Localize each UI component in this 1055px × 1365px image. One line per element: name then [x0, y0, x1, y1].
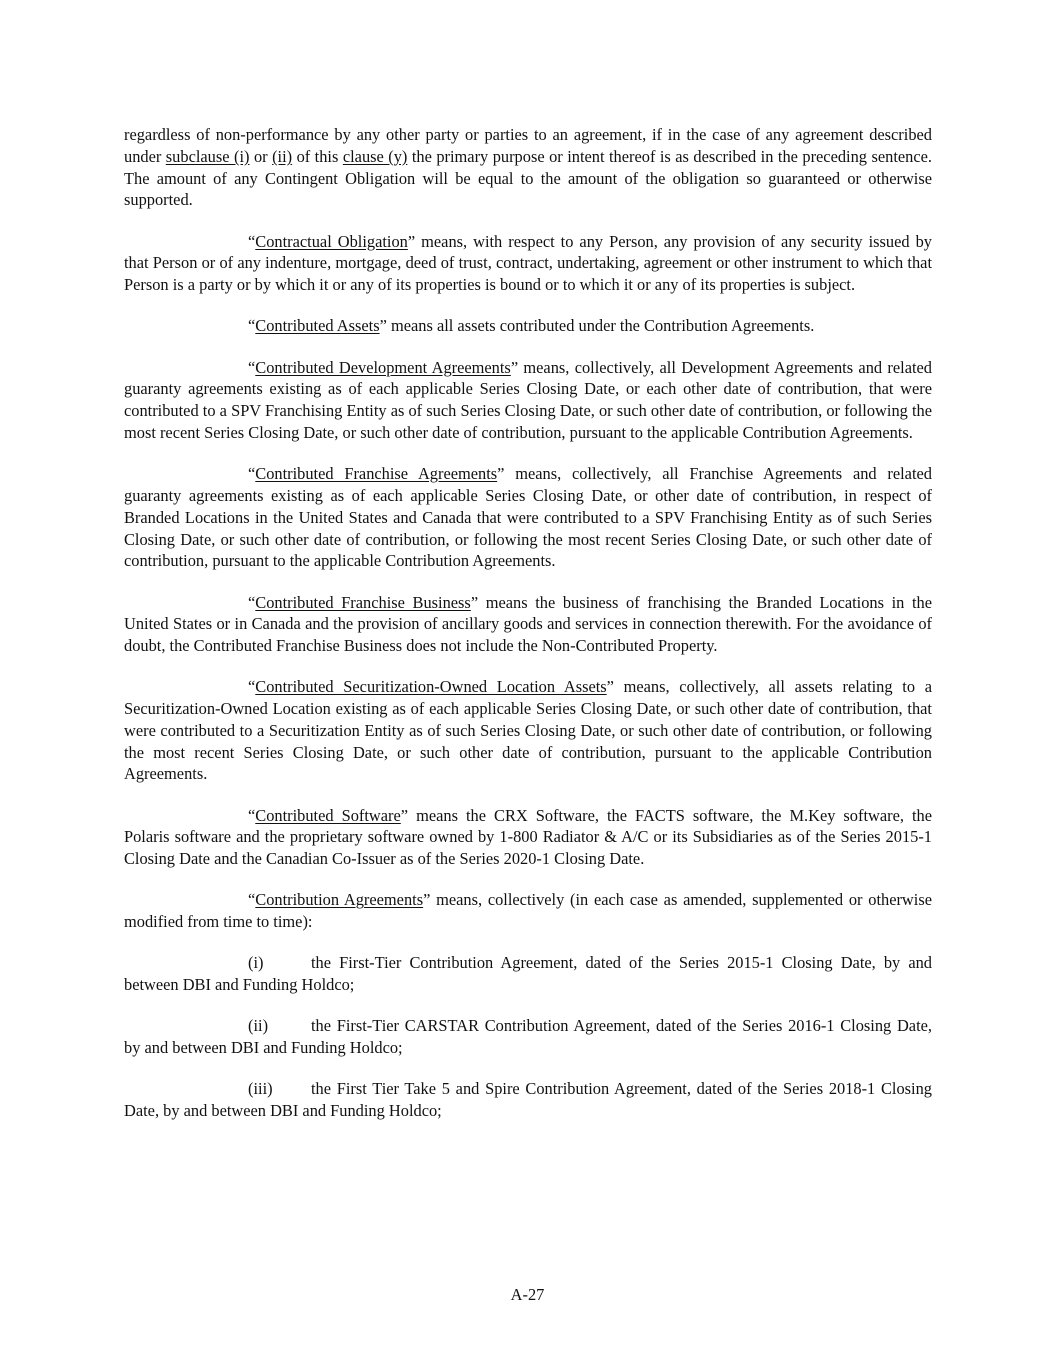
defined-term: Contributed Securitization-Owned Location Assets — [255, 677, 607, 697]
definition-text: means the CRX Software, the FACTS software, the M.Key software, the Polaris software and the proprietary software owned by 1-800 Radiator & A/C or its Subsidiaries as of the Series 2015-1 Closing Date and the Canadian Co-Issuer as of the Series 2020-1 Closing Date. — [124, 805, 933, 869]
subclause-ii-reference: (ii) — [272, 146, 293, 166]
definition-contractual-obligation — [124, 231, 932, 296]
list-item — [124, 1015, 932, 1059]
defined-term: Contribution Agreements — [255, 890, 424, 910]
definition-text: means, collectively (in each case as amended, supplemented or otherwise modified from time to time): — [124, 890, 932, 932]
definition-text: means the business of franchising the Branded Locations in the United States or in Canada and the provision of ancillary goods and services in connection therewith. For the avoidance of doubt, the Contributed Franchise Business does not include the Non-Contributed Property. — [124, 592, 932, 656]
quote-open: “ — [248, 231, 256, 251]
defined-term: Contributed Software — [255, 805, 401, 825]
definition-contributed-securitization-owned-location-assets — [124, 676, 932, 785]
quote-open: “ — [248, 464, 256, 484]
intro-paragraph — [124, 124, 932, 211]
list-item-number: (iii) — [248, 1079, 273, 1099]
defined-term: Contractual Obligation — [255, 231, 408, 251]
intro-text: or — [249, 146, 273, 166]
quote-close: ” — [379, 316, 387, 336]
page-number: A-27 — [510, 1285, 545, 1304]
quote-close: ” — [510, 357, 519, 377]
definition-text: means, collectively, all Development Agreements and related guaranty agreements existing as of each applicable Series Closing Date, or each other date of contribution, that were contributed to a SPV Franchising Entity as of such Series Closing Date, or such other date of contribution, or following the most recent Series Closing Date, or such other date of contribution, pursuant to the applicable Contribution Agreements. — [124, 357, 932, 442]
quote-open: “ — [248, 890, 256, 910]
list-item — [124, 1078, 932, 1122]
quote-close: ” — [470, 592, 479, 612]
definition-contributed-franchise-business — [124, 592, 932, 657]
definition-text: means, with respect to any Person, any provision of any security issued by that Person or of any indenture, mortgage, deed of trust, contract, undertaking, agreement or other instrument to which that Person is a party or by which it or any of its properties is bound or to which it or any of its properties is subject. — [124, 231, 932, 295]
page-body — [124, 124, 932, 1122]
list-item — [124, 952, 932, 996]
quote-close: ” — [407, 231, 416, 251]
quote-close: ” — [497, 464, 505, 484]
list-item-number: (i) — [248, 953, 264, 973]
quote-close: ” — [400, 805, 409, 825]
definition-text: means, collectively, all assets relating to a Securitization-Owned Location existing as of each applicable Series Closing Date, or such other date of contribution, that were contributed to a Securitization Entity as of such Series Closing Date, or such other date of contribution, or following the most recent Series Closing Date, or such other date of contribution, pursuant to the applicable Contribution Agreements. — [124, 677, 932, 784]
quote-close: ” — [423, 890, 431, 910]
defined-term: Contributed Assets — [255, 316, 380, 336]
quote-open: “ — [248, 316, 256, 336]
quote-open: “ — [248, 805, 256, 825]
list-item-text: the First-Tier CARSTAR Contribution Agreement, dated of the Series 2016-1 Closing Date, by and between DBI and Funding Holdco; — [124, 1016, 932, 1058]
intro-text: regardless of non-performance by any other party or parties to an agreement, if in the case of any agreement described under — [124, 125, 932, 166]
definition-contributed-franchise-agreements — [124, 463, 932, 572]
defined-term: Contributed Development Agreements — [255, 357, 511, 377]
definition-text: means, collectively, all Franchise Agreements and related guaranty agreements existing as of each applicable Series Closing Date, or other date of contribution, in respect of Branded Locations in the United States and Canada that were contributed to a SPV Franchising Entity as of such Series Closing Date, or such other date of contribution, or following the most recent Series Closing Date, or such other date of contribution, pursuant to the applicable Contribution Agreements. — [124, 464, 932, 571]
subclause-i-reference: subclause (i) — [165, 146, 250, 166]
list-item-text: the First Tier Take 5 and Spire Contribution Agreement, dated of the Series 2018-1 Closing Date, by and between DBI and Funding Holdco; — [124, 1079, 932, 1121]
list-item-number: (ii) — [248, 1016, 269, 1036]
definition-contributed-software — [124, 805, 932, 870]
clause-y-reference: clause (y) — [342, 146, 408, 166]
quote-open: “ — [248, 357, 256, 377]
definition-contributed-assets — [124, 315, 932, 337]
defined-term: Contributed Franchise Agreements — [255, 464, 498, 484]
definition-contributed-development-agreements — [124, 357, 932, 444]
list-item-text: the First-Tier Contribution Agreement, dated of the Series 2015-1 Closing Date, by and between DBI and Funding Holdco; — [124, 953, 932, 995]
quote-open: “ — [248, 677, 256, 697]
definition-text: means all assets contributed under the Contribution Agreements. — [386, 316, 815, 336]
quote-close: ” — [606, 677, 614, 697]
quote-open: “ — [248, 592, 256, 612]
defined-term: Contributed Franchise Business — [255, 592, 471, 612]
intro-text: the primary purpose or intent thereof is as described in the preceding sentence. The amount of any Contingent Obligation will be equal to the amount of the obligation so guaranteed or otherwise supported. — [124, 146, 932, 210]
definition-contribution-agreements — [124, 889, 932, 933]
intro-text: of this — [292, 146, 343, 166]
